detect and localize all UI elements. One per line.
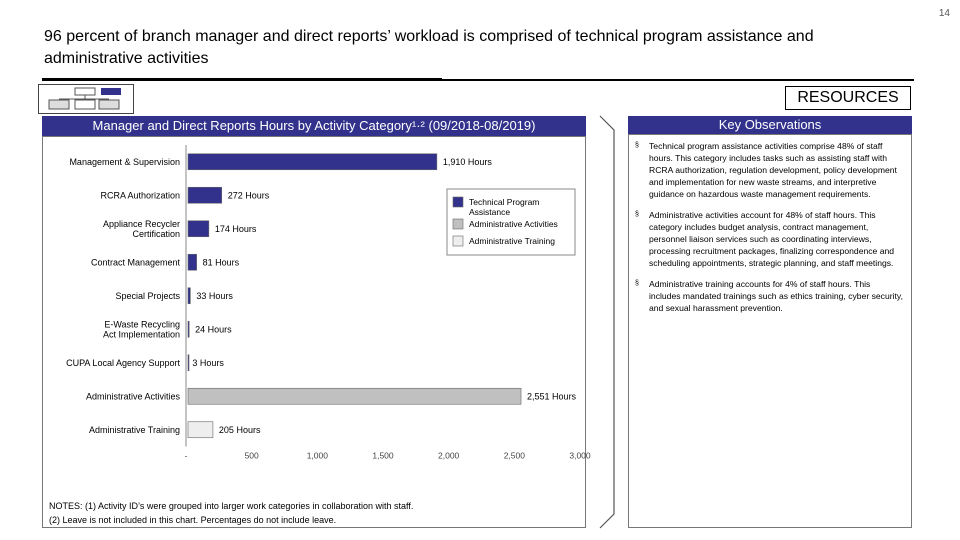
bar-value-label: 272 Hours [227,190,270,201]
bar-value-label: 3 Hours [192,357,224,368]
title-divider [42,78,442,81]
observation-text: Administrative training accounts for 4% of staff hours. This includes mandated trainings such as ethics training, cyber security, and sexual harassment prevention. [649,279,903,313]
title-divider-thin [442,79,914,81]
x-tick-label: 1,500 [372,450,394,461]
notes [49,499,579,527]
category-label: Management & Supervision [69,156,180,167]
org-chart-logo [38,84,134,114]
legend-swatch [453,197,463,207]
observation-item [635,278,903,314]
bullet-icon: § [635,142,639,149]
chart-title: Manager and Direct Reports Hours by Activity Category¹·² (09/2018-08/2019) [42,116,586,136]
observation-text: Technical program assistance activities comprise 48% of staff hours. This category includes tasks such as assisting staff with RCRA authorization, regulation development, policy development and implementation for new waste streams, and interpretive guidance on hazardous waste management requirements. [649,141,897,199]
bullet-icon: § [635,211,639,218]
x-tick-label: 3,000 [569,450,591,461]
category-label: Contract Management [90,257,180,268]
chart-panel [42,136,591,528]
bar [188,355,189,371]
legend-swatch [453,236,463,246]
category-label: Appliance Recycler Certification [102,218,180,239]
bar [188,187,222,203]
legend-label: Administrative Training [469,236,555,246]
category-label: Administrative Training [88,424,180,435]
bar [188,288,190,304]
bar [188,388,521,404]
observation-text: Administrative activities account for 48% of staff hours. This category includes budget analysis, contract management, personnel liaison services such as coordinating interviews, processing recruitment packages, finalizing correspondence and scheduling appointments, strategic planning, and staff meetings. [649,210,895,268]
slide-title: 96 percent of branch manager and direct reports’ workload is comprised of technical program assistance and administrative activities [44,28,814,67]
org-chart-icon [39,85,133,113]
legend-swatch [453,219,463,229]
bar-value-label: 24 Hours [195,324,232,335]
category-label: Administrative Activities [85,391,180,402]
category-label: CUPA Local Agency Support [66,357,180,368]
legend-label: Technical Program Assistance [469,197,540,217]
notes-line-2: (2) Leave is not included in this chart. Percentages do not include leave. [49,515,337,525]
observations-list [635,140,903,314]
notes-line-1: NOTES: (1) Activity ID’s were grouped into larger work categories in collaboration with staff. [49,501,414,511]
observations-panel [628,134,912,528]
observations-title: Key Observations [628,116,912,134]
bar [188,422,213,438]
category-label: Special Projects [115,290,180,301]
bullet-icon: § [635,280,639,287]
bar [188,254,197,270]
page-number: 14 [938,8,950,19]
bar [188,221,209,237]
bar [188,154,437,170]
bar-value-label: 81 Hours [202,257,240,268]
bar-value-label: 1,910 Hours [442,156,492,167]
category-label: E-Waste Recycling Act Implementation [102,319,180,340]
bar-value-label: 33 Hours [196,290,233,301]
x-tick-label: 1,000 [306,450,328,461]
x-tick-label: 500 [244,450,259,461]
observation-item [635,209,903,269]
x-tick-label: 2,500 [503,450,525,461]
x-tick-label: - [184,450,188,461]
chevron-divider-icon [596,116,620,528]
x-tick-label: 2,000 [438,450,460,461]
section-tag: RESOURCES [785,86,911,110]
bar-value-label: 174 Hours [214,223,257,234]
bar-value-label: 2,551 Hours [527,391,577,402]
bar-chart [43,137,591,497]
bar-value-label: 205 Hours [218,424,261,435]
legend-label: Administrative Activities [469,219,558,229]
category-label: RCRA Authorization [100,190,180,201]
observation-item [635,140,903,200]
bar [188,321,189,337]
